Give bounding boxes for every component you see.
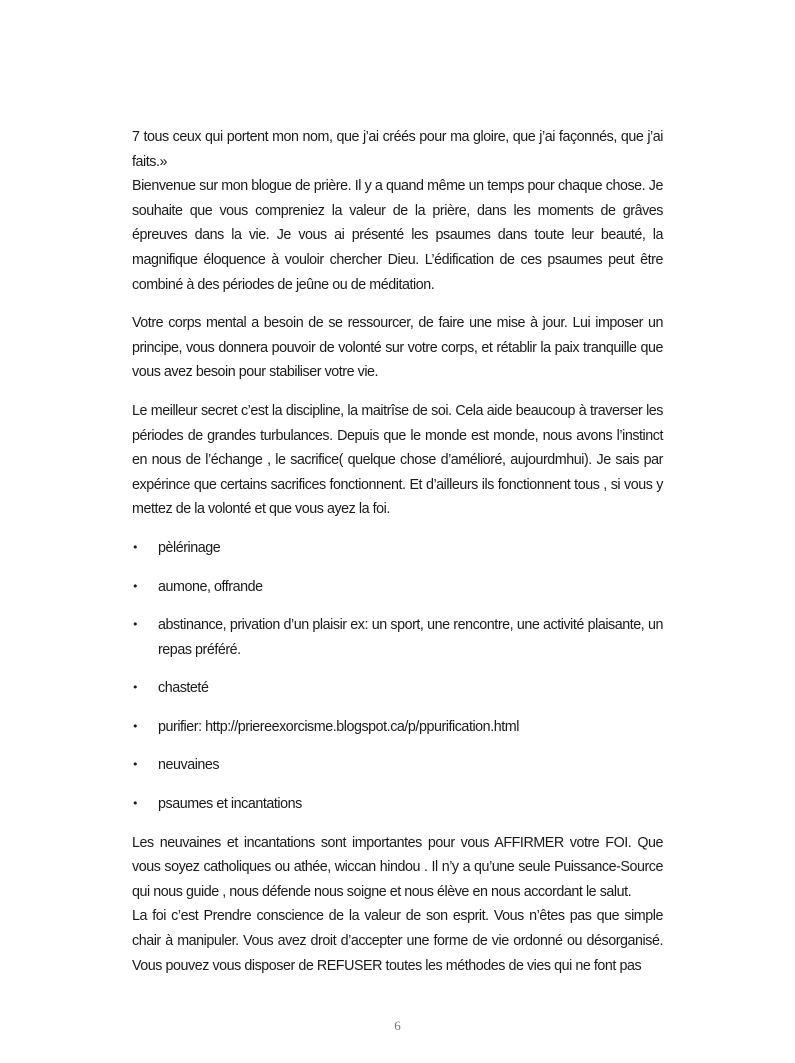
- paragraph-welcome: Bienvenue sur mon blogue de prière. Il y a quand même un temps pour chaque chose. Je souhaite que vous compreniez la valeur de la prière, dans les moments de grâves épreuves dans la vie. Je vous ai présenté les psaumes dans toute leur beauté, la magnifique éloquence à vouloir chercher Dieu. L’édification de ces psaumes peut être combiné à des périodes de jeûne ou de méditation.: [132, 178, 663, 293]
- list-item: [132, 676, 663, 701]
- list-item-text: aumone, offrande: [158, 578, 263, 595]
- sacrifice-list: [132, 536, 663, 817]
- list-item: [132, 792, 663, 817]
- page-body: [132, 125, 663, 978]
- paragraph-mental-body: Votre corps mental a besoin de se ressourcer, de faire une mise à jour. Lui imposer un principe, vous donnera pouvoir de volonté sur votre corps, et rétablir la paix tranquille que vous avez besoin pour stabiliser votre vie.: [132, 315, 663, 381]
- bullet-icon: •: [132, 579, 139, 593]
- list-item-text: pèlérinage: [158, 539, 221, 556]
- list-item-text: psaumes et incantations: [158, 796, 302, 813]
- list-item-text: neuvaines: [158, 757, 220, 774]
- paragraph-foi: La foi c’est Prendre conscience de la valeur de son esprit. Vous n’êtes pas que simple chair à manipuler. Vous avez droit d’accepter une forme de vie ordonné ou désorganisé. Vous pouvez vous disposer de REFUSER toutes les méthodes de vies qui ne font pas: [132, 908, 663, 974]
- bullet-icon: •: [132, 540, 139, 554]
- paragraph-discipline: Le meilleur secret c’est la discipline, la maitrîse de soi. Cela aide beaucoup à traverser les périodes de grandes turbulances. Depuis que le monde est monde, nous avons l’instinct en nous de l’échange , le sacrifice( quelque chose d’amélioré, aujourdmhui). Je sais par expérince que certains sacrifices fonctionnent. Et d’ailleurs ils fonctionnent tous , si vous y mettez de la volonté et que vous ayez la foi.: [132, 402, 663, 518]
- paragraph-verse: 7 tous ceux qui portent mon nom, que j’ai créés pour ma gloire, que j’ai façonnés, que j’ai faits.»: [132, 129, 663, 170]
- list-item-text: purifier: http://priereexorcisme.blogspot.ca/p/ppurification.html: [158, 718, 519, 735]
- list-item: [132, 575, 663, 600]
- list-item: [132, 715, 663, 740]
- list-item-text: chasteté: [158, 680, 209, 697]
- bullet-icon: •: [132, 758, 139, 772]
- list-item: [132, 536, 663, 561]
- bullet-icon: •: [132, 719, 139, 733]
- bullet-icon: •: [132, 618, 139, 632]
- list-item: [132, 613, 663, 662]
- paragraph-neuvaines: Les neuvaines et incantations sont importantes pour vous AFFIRMER votre FOI. Que vous soyez catholiques ou athée, wiccan hindou . Il n’y a qu’une seule Puissance-Source qui nous guide , nous défende nous soigne et nous élève en nous accordant le salut.: [132, 834, 663, 900]
- list-item: [132, 753, 663, 778]
- page-number: 6: [394, 1018, 401, 1033]
- list-item-text: abstinance, privation d’un plaisir ex: un sport, une rencontre, une activité plaisante, un repas préféré.: [158, 617, 663, 658]
- bullet-icon: •: [132, 681, 139, 695]
- bullet-icon: •: [132, 797, 139, 811]
